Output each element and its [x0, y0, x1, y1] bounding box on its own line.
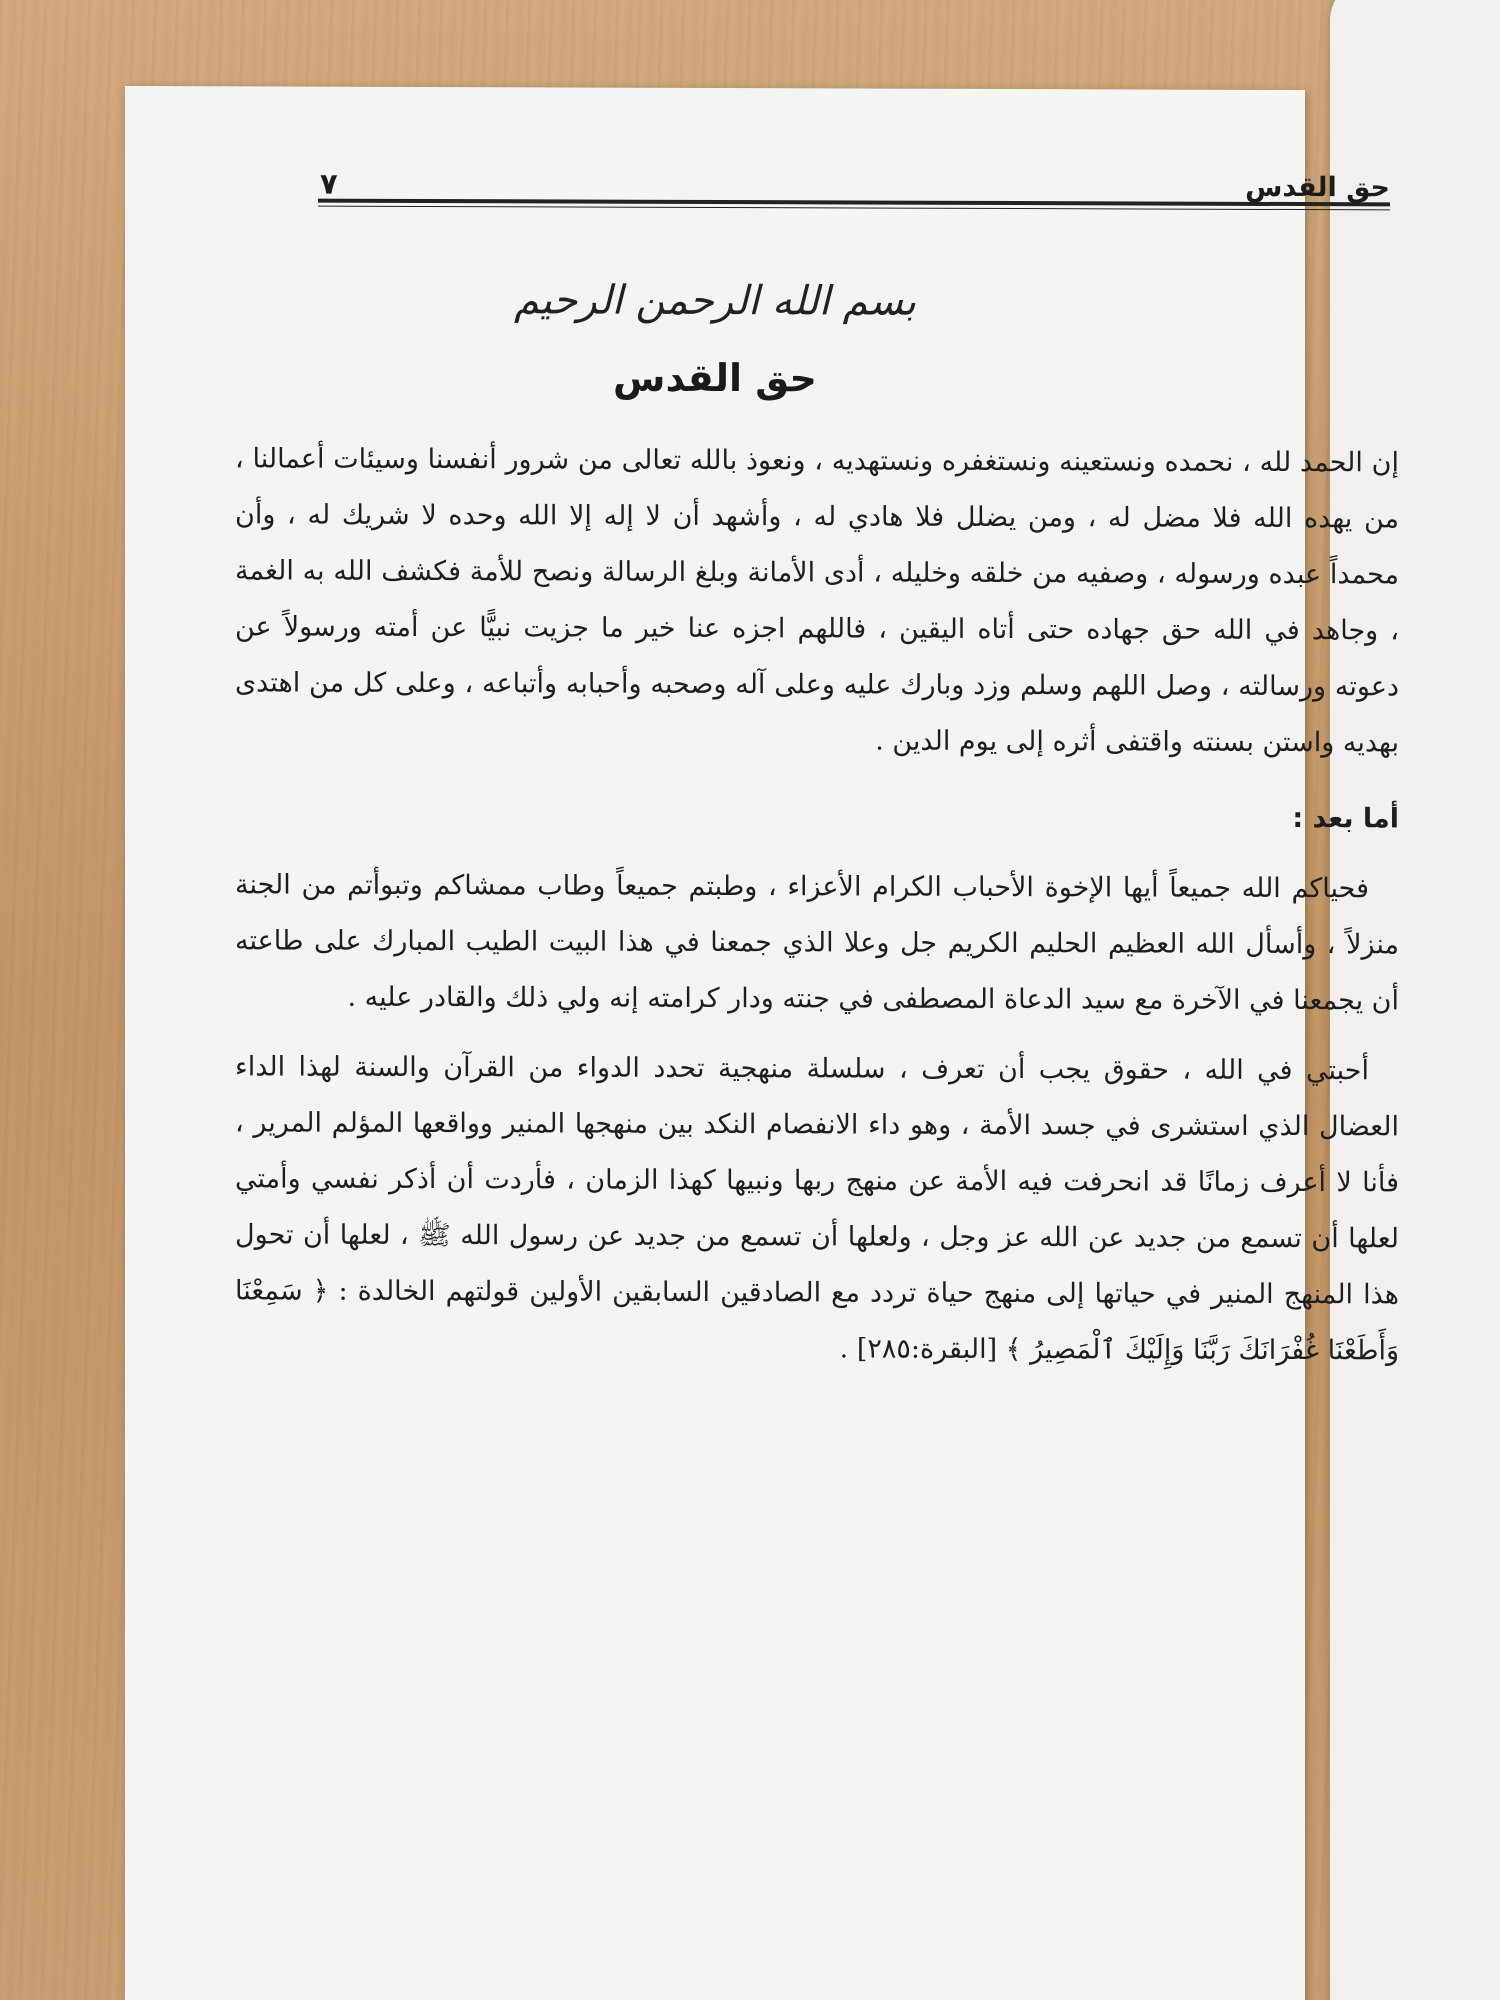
- paragraph-opening: إن الحمد لله ، نحمده ونستعينه ونستغفره ونستهديه ، ونعوذ بالله تعالى من شرور أنفسنا وسيئات أعمالنا ، من يهده الله فلا مضل له ، ومن يضلل فلا هادي له ، وأشهد أن لا إله إلا الله وحده لا شريك له ، وأن محمداً عبده ورسوله ، وصفيه من خلقه وخليله ، أدى الأمانة وبلغ الرسالة ونصح للأمة فكشف الله به الغمة ، وجاهد في الله حق جهاده حتى أتاه اليقين ، فاللهم اجزه عنا خير ما جزيت نبيًّا عن أمته ورسولاً عن دعوته ورسالته ، وصل اللهم وسلم وزد وبارك عليه وعلى آله وصحبه وأحبابه وأتباعه ، وعلى كل من اهتدى بهديه واستن بسنته واقتفى أثره إلى يوم الدين .: [235, 443, 1399, 759]
- body-text: [235, 431, 1399, 1379]
- chapter-title: حق القدس: [613, 355, 817, 401]
- paragraph-greeting: فحياكم الله جميعاً أيها الإخوة الأحباب الكرام الأعزاء ، وطبتم جميعاً وطاب ممشاكم وتبوأتم من الجنة منزلاً ، وأسأل الله العظيم الحليم الكريم جل وعلا الذي جمعنا في هذا البيت الطيب المبارك على طاعته أن يجمعنا في الآخرة مع سيد الدعاة المصطفى في جنته ودار كرامته إنه ولي ذلك والقادر عليه .: [235, 869, 1399, 1017]
- basmala-calligraphy: بسم الله الرحمن الرحيم: [513, 277, 917, 325]
- page-number: ٧: [320, 166, 338, 201]
- header-title: حق القدس: [1245, 171, 1390, 204]
- paragraph-series-intro: أحبتي في الله ، حقوق يجب أن تعرف ، سلسلة منهجية تحدد الدواء من القرآن والسنة لهذا الداء العضال الذي استشرى في جسد الأمة ، وهو داء الانفصام النكد بين منهجها المنير وواقعها المؤلم المرير ، فأنا لا أعرف زمانًا قد انحرفت فيه الأمة عن منهج ربها ونبيها كهذا الزمان ، فأردت أن أذكر نفسي وأمتي لعلها أن تسمع من جديد عن الله عز وجل ، ولعلها أن تسمع من جديد عن رسول الله ﷺ ، لعلها أن تحول هذا المنهج المنير في حياتها إلى منهج حياة تردد مع الصادقين السابقين الأولين قولتهم الخالدة : ﴿ سَمِعْنَا وَأَطَعْنَا غُفْرَانَكَ رَبَّنَا وَإِلَيْكَ ٱلْمَصِيرُ ﴾ [البقرة:٢٨٥] .: [235, 1051, 1399, 1367]
- book-page: [125, 86, 1399, 2000]
- subheading: أما بعد :: [1292, 803, 1399, 835]
